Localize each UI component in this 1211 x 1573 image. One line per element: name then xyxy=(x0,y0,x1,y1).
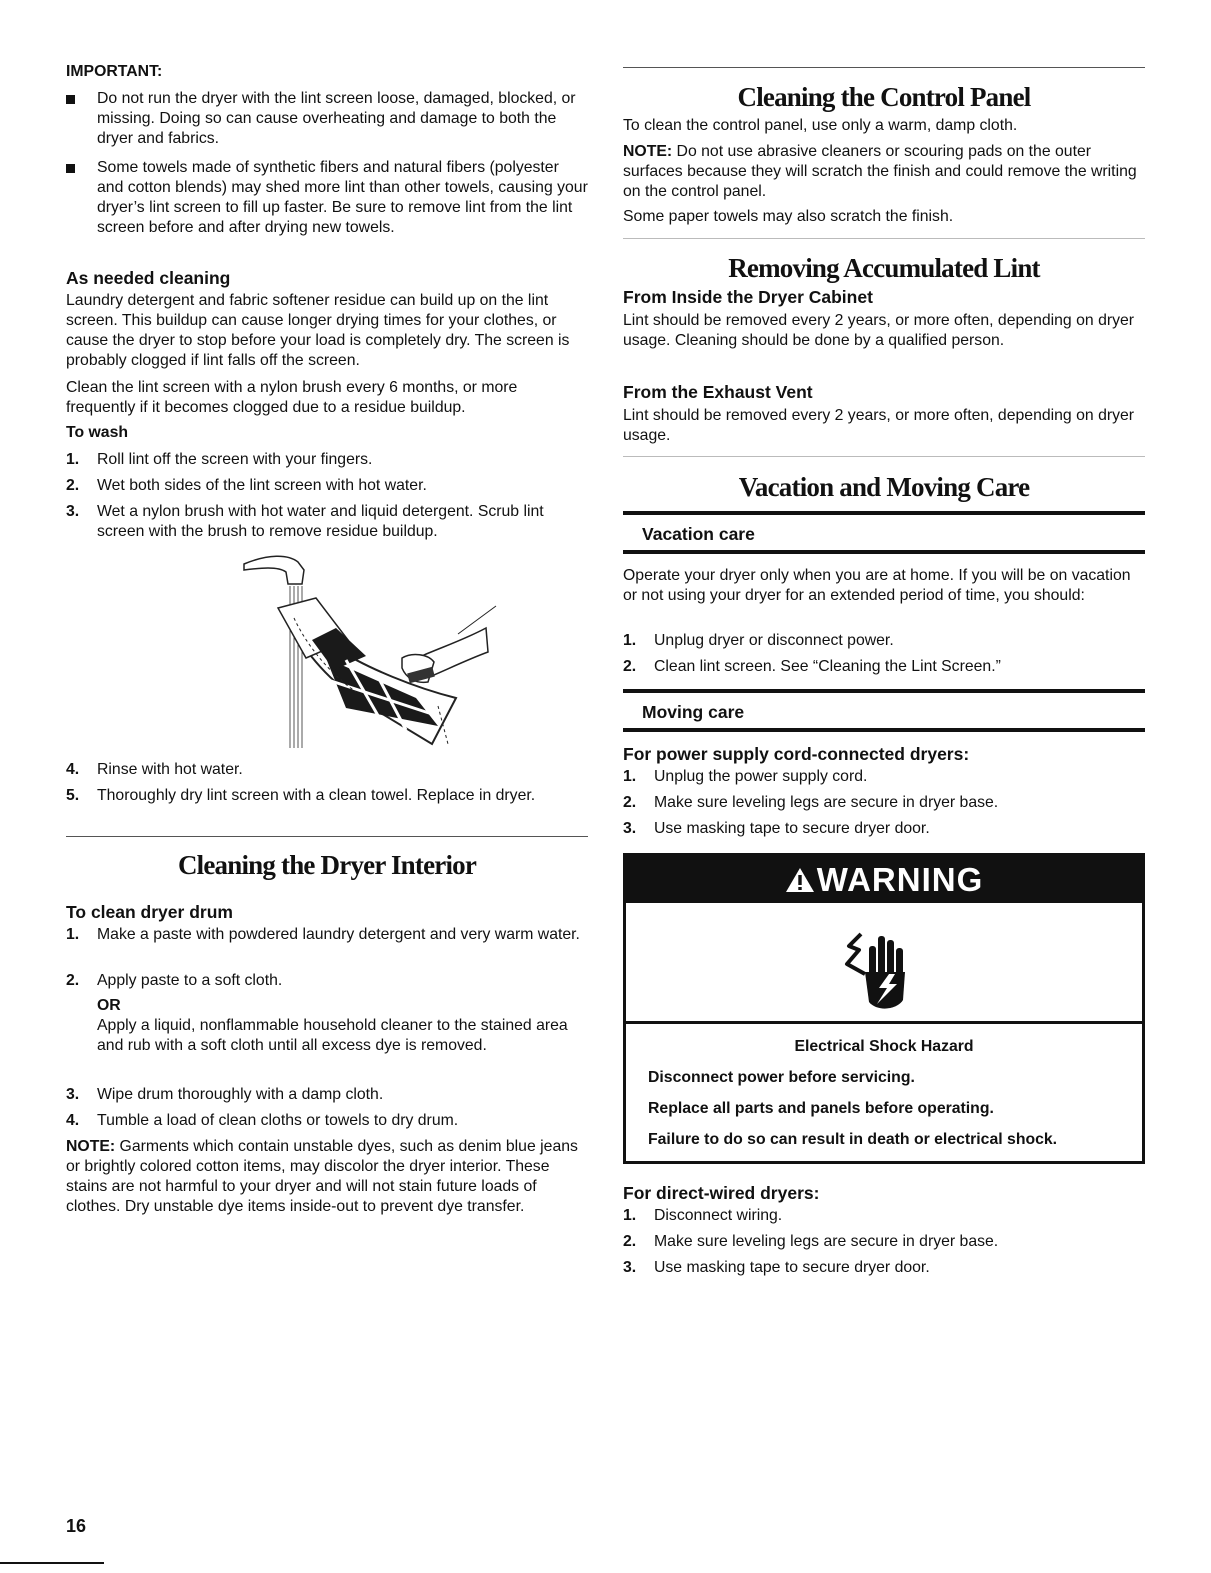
warning-triangle-icon xyxy=(785,867,815,893)
note-text: Garments which contain unstable dyes, such as denim blue jeans or brightly colored cotton items, may discolor the dryer interior. These stains are not harmful to your dryer and will not stain future loads of clothes. Dry unstable dye items inside-out to prevent dye transfer. xyxy=(66,1138,578,1215)
hazard-title: Electrical Shock Hazard xyxy=(794,1038,974,1055)
step-text: Use masking tape to secure dryer door. xyxy=(654,1259,930,1276)
bullet-text: Some towels made of synthetic fibers and natural fibers (polyester and cotton blends) may shed more lint than other towels, causing your dryer’s lint screen to fill up faster. Be sure to remove lint from the lint screen before and after drying new towels. xyxy=(97,159,588,236)
bullet-square-icon xyxy=(66,164,75,173)
warning-line: Replace all parts and panels before operating. xyxy=(648,1100,994,1117)
note-text: Do not use abrasive cleaners or scouring pads on the outer surfaces because they will scratch the finish and could remove the writing on the control panel. xyxy=(623,143,1137,200)
step-number: 3. xyxy=(66,503,80,520)
direct-step xyxy=(623,1258,1145,1278)
direct-step xyxy=(623,1232,1145,1252)
heading-bar-bottom xyxy=(623,550,1145,554)
wash-step xyxy=(66,502,588,542)
heading-bar-bottom xyxy=(623,728,1145,732)
step-number: 1. xyxy=(623,632,637,649)
drum-heading: To clean dryer drum xyxy=(66,902,233,922)
section-divider xyxy=(623,238,1145,239)
step-number: 4. xyxy=(66,1112,80,1129)
section-divider xyxy=(623,456,1145,457)
step-text: Use masking tape to secure dryer door. xyxy=(654,820,930,837)
step-number: 4. xyxy=(66,761,80,778)
warning-line: Failure to do so can result in death or electrical shock. xyxy=(648,1131,1058,1148)
step-text: Make a paste with powdered laundry detergent and very warm water. xyxy=(97,926,580,943)
vacation-step xyxy=(623,631,1145,651)
exhaust-text: Lint should be removed every 2 years, or more often, depending on dryer usage. xyxy=(623,407,1135,444)
wash-step xyxy=(66,760,588,780)
control-section-title: Cleaning the Control Panel xyxy=(737,82,1031,112)
section-divider xyxy=(66,836,588,837)
footer-rule xyxy=(0,1562,104,1564)
important-label: IMPORTANT: xyxy=(66,63,163,80)
bullet-item xyxy=(66,158,588,238)
as-needed-heading: As needed cleaning xyxy=(66,268,231,288)
warning-divider xyxy=(626,1021,1142,1024)
step-text: Apply paste to a soft cloth. xyxy=(97,972,283,989)
step-text: Disconnect wiring. xyxy=(654,1207,783,1224)
step-number: 2. xyxy=(66,972,80,989)
drum-alt-text: Apply a liquid, nonflammable household cleaner to the stained area and rub with a soft cloth until all excess dye is removed. xyxy=(97,1017,568,1054)
vacation-heading: Vacation care xyxy=(642,524,755,544)
direct-heading: For direct-wired dryers: xyxy=(623,1183,820,1203)
drum-step xyxy=(66,1111,588,1131)
drum-step xyxy=(66,971,588,991)
step-number: 3. xyxy=(623,820,637,837)
step-number: 1. xyxy=(623,768,637,785)
vacation-text: Operate your dryer only when you are at home. If you will be on vacation or not using your dryer for an extended period of time, you should: xyxy=(623,567,1131,604)
warning-line: Disconnect power before servicing. xyxy=(648,1069,915,1086)
as-needed-paragraph-2: Clean the lint screen with a nylon brush every 6 months, or more frequently if it becomes clogged due to a residue buildup. xyxy=(66,379,518,416)
electric-shock-hand-icon xyxy=(839,924,919,1014)
step-text: Tumble a load of clean cloths or towels to dry drum. xyxy=(97,1112,459,1129)
control-paragraph: To clean the control panel, use only a warm, damp cloth. xyxy=(623,117,1018,134)
warning-title: WARNING xyxy=(816,861,984,898)
heading-bar-top xyxy=(623,511,1145,515)
drum-step xyxy=(66,1085,588,1105)
as-needed-paragraph: Laundry detergent and fabric softener residue can build up on the lint screen. This buildup can cause longer drying times for your clothes, or cause the dryer to stop before your load is completely dry. The screen is probably clogged if lint falls off the screen. xyxy=(66,292,570,369)
step-text: Unplug dryer or disconnect power. xyxy=(654,632,894,649)
bullet-item xyxy=(66,89,588,149)
step-number: 3. xyxy=(66,1086,80,1103)
step-number: 1. xyxy=(66,451,80,468)
section-divider xyxy=(623,67,1145,68)
step-number: 1. xyxy=(623,1207,637,1224)
wash-step xyxy=(66,450,588,470)
lint-section-title: Removing Accumulated Lint xyxy=(728,253,1040,283)
lint-screen-illustration xyxy=(216,548,506,758)
bullet-text: Do not run the dryer with the lint screen loose, damaged, blocked, or missing. Doing so can cause overheating and damage to both the dryer and fabrics. xyxy=(97,90,576,147)
step-number: 2. xyxy=(66,477,80,494)
step-text: Thoroughly dry lint screen with a clean towel. Replace in dryer. xyxy=(97,787,536,804)
to-wash-label: To wash xyxy=(66,424,129,441)
drum-or: OR xyxy=(97,997,121,1014)
step-text: Wipe drum thoroughly with a damp cloth. xyxy=(97,1086,384,1103)
step-number: 1. xyxy=(66,926,80,943)
exhaust-heading: From the Exhaust Vent xyxy=(623,382,813,402)
step-text: Rinse with hot water. xyxy=(97,761,243,778)
cabinet-text: Lint should be removed every 2 years, or more often, depending on dryer usage. Cleaning should be done by a qualified person. xyxy=(623,312,1135,349)
wash-step xyxy=(66,476,588,496)
note-label: NOTE: xyxy=(623,143,673,160)
drum-step xyxy=(66,925,588,945)
step-text: Roll lint off the screen with your fingers. xyxy=(97,451,373,468)
step-number: 2. xyxy=(623,1233,637,1250)
step-text: Wet a nylon brush with hot water and liquid detergent. Scrub lint screen with the brush to remove residue buildup. xyxy=(97,503,544,540)
step-text: Unplug the power supply cord. xyxy=(654,768,868,785)
cord-heading: For power supply cord-connected dryers: xyxy=(623,744,970,764)
vacation-section-title: Vacation and Moving Care xyxy=(738,472,1030,502)
cord-step xyxy=(623,767,1145,787)
cord-step xyxy=(623,793,1145,813)
note-label: NOTE: xyxy=(66,1138,116,1155)
page-number: 16 xyxy=(66,1516,87,1536)
step-number: 2. xyxy=(623,658,637,675)
warning-box xyxy=(623,853,1145,1164)
step-text: Clean lint screen. See “Cleaning the Lint Screen.” xyxy=(654,658,1001,675)
warning-header xyxy=(626,856,1142,903)
bullet-square-icon xyxy=(66,95,75,104)
drum-note xyxy=(66,1137,588,1217)
heading-bar-top xyxy=(623,689,1145,693)
step-number: 3. xyxy=(623,1259,637,1276)
step-number: 5. xyxy=(66,787,80,804)
cabinet-heading: From Inside the Dryer Cabinet xyxy=(623,287,873,307)
direct-step xyxy=(623,1206,1145,1226)
step-number: 2. xyxy=(623,794,637,811)
interior-section-title: Cleaning the Dryer Interior xyxy=(177,850,477,880)
vacation-step xyxy=(623,657,1145,677)
step-text: Make sure leveling legs are secure in dryer base. xyxy=(654,794,999,811)
moving-heading: Moving care xyxy=(642,702,745,722)
wash-step xyxy=(66,786,588,806)
control-note xyxy=(623,142,1145,202)
cord-step xyxy=(623,819,1145,839)
step-text: Wet both sides of the lint screen with hot water. xyxy=(97,477,427,494)
step-text: Make sure leveling legs are secure in dryer base. xyxy=(654,1233,999,1250)
control-paragraph-3: Some paper towels may also scratch the finish. xyxy=(623,208,954,225)
